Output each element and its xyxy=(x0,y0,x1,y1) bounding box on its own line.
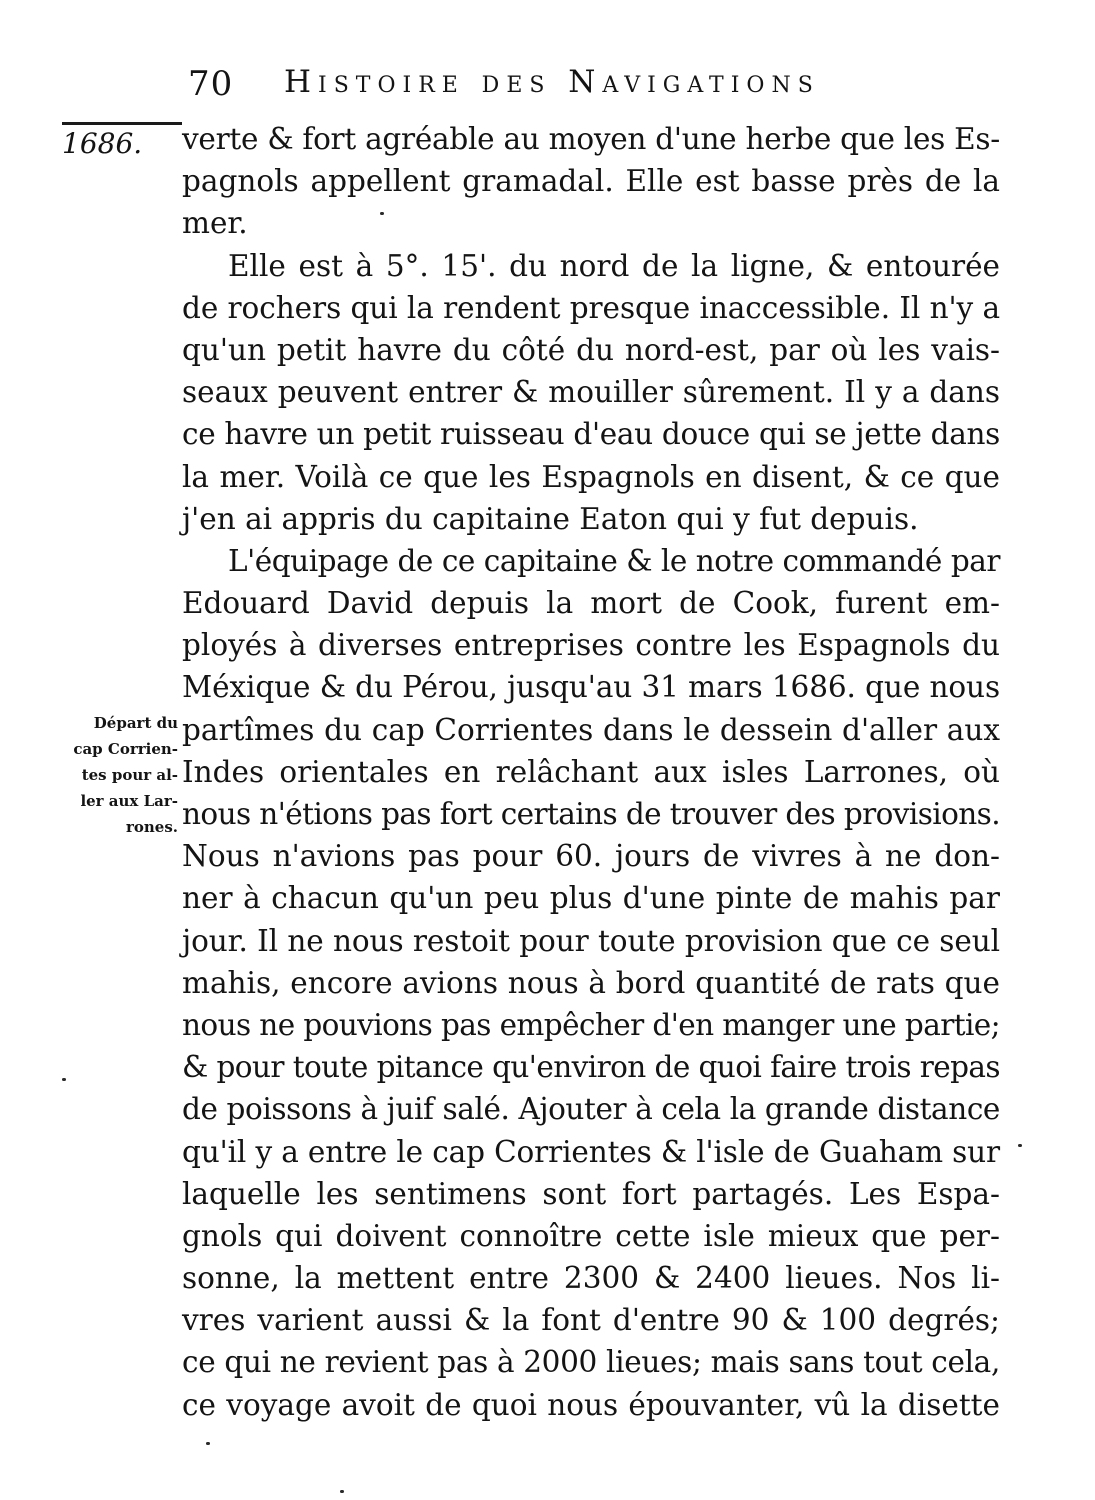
text-line: Indes orientales en relâchant aux isles Larrones, où xyxy=(182,754,1000,789)
margin-note-line: ler aux Lar- xyxy=(80,792,178,810)
text-line: ce voyage avoit de quoi nous épouvanter, vû la disette xyxy=(182,1387,1000,1422)
text-line: Edouard David depuis la mort de Cook, furent em- xyxy=(182,586,1000,621)
text-line: qu'un petit havre du côté du nord-est, par où les vais- xyxy=(182,332,1000,367)
text-line: qu'il y a entre le cap Corrientes & l'isle de Guaham sur xyxy=(182,1134,1000,1169)
print-speck xyxy=(206,1442,210,1445)
text-line: verte & fort agréable au moyen d'une herbe que les Es- xyxy=(182,122,1000,156)
print-speck xyxy=(1018,1144,1022,1147)
text-line: jour. Il ne nous restoit pour toute provision que ce seul xyxy=(182,923,1000,958)
text-line: nous n'étions pas fort certains de trouver des provisions. xyxy=(182,797,1000,831)
margin-rule xyxy=(62,122,182,125)
margin-note-line: tes pour al- xyxy=(81,766,178,784)
margin-note-line: rones. xyxy=(125,818,178,836)
text-line: gnols qui doivent connoître cette isle mieux que per- xyxy=(182,1218,1000,1253)
text-line: ployés à diverses entreprises contre les Espagnols du xyxy=(182,628,1000,663)
page-number: 70 xyxy=(188,64,234,104)
page-header xyxy=(188,60,898,110)
text-line: de poissons à juif salé. Ajouter à cela la grande distance xyxy=(182,1092,1000,1127)
print-speck xyxy=(62,1078,66,1081)
margin-note xyxy=(48,710,178,840)
text-line: mer. xyxy=(182,206,248,241)
text-line: mahis, encore avions nous à bord quantité de rats que xyxy=(182,965,1000,1000)
margin-note-line: cap Corrien- xyxy=(73,740,178,758)
text-line: ce qui ne revient pas à 2000 lieues; mais sans tout cela, xyxy=(182,1345,1000,1380)
margin-year: 1686. xyxy=(62,127,143,160)
text-line: Nous n'avions pas pour 60. jours de vivres à ne don- xyxy=(182,839,1000,874)
margin-note-line: Départ du xyxy=(93,714,178,732)
print-speck xyxy=(380,212,384,215)
text-line: Elle est à 5°. 15'. du nord de la ligne, & entourée xyxy=(228,248,1000,283)
body-text xyxy=(182,118,1000,1426)
text-line: vres varient aussi & la font d'entre 90 & 100 degrés; xyxy=(182,1303,1000,1338)
text-line: ce havre un petit ruisseau d'eau douce qui se jette dans xyxy=(182,417,1000,452)
running-title: Histoire des Navigations xyxy=(284,64,820,100)
text-line: pagnols appellent gramadal. Elle est basse près de la xyxy=(182,164,1000,199)
text-line: Méxique & du Pérou, jusqu'au 31 mars 1686. que nous xyxy=(182,670,1000,705)
text-line: laquelle les sentimens sont fort partagés. Les Espa- xyxy=(182,1176,1000,1211)
text-line: de rochers qui la rendent presque inaccessible. Il n'y a xyxy=(182,290,1000,325)
text-line: L'équipage de ce capitaine & le notre commandé par xyxy=(228,543,1000,578)
text-line: partîmes du cap Corrientes dans le dessein d'aller aux xyxy=(182,712,1000,747)
text-line: seaux peuvent entrer & mouiller sûrement. Il y a dans xyxy=(182,375,1000,410)
text-line: & pour toute pitance qu'environ de quoi faire trois repas xyxy=(182,1050,1000,1085)
text-line: ner à chacun qu'un peu plus d'une pinte de mahis par xyxy=(182,881,1000,916)
text-line: j'en ai appris du capitaine Eaton qui y fut depuis. xyxy=(182,501,919,536)
text-line: sonne, la mettent entre 2300 & 2400 lieues. Nos li- xyxy=(182,1261,1000,1296)
text-line: la mer. Voilà ce que les Espagnols en disent, & ce que xyxy=(182,459,1000,494)
text-line: nous ne pouvions pas empêcher d'en manger une partie; xyxy=(182,1007,1000,1042)
print-speck xyxy=(340,1490,344,1493)
